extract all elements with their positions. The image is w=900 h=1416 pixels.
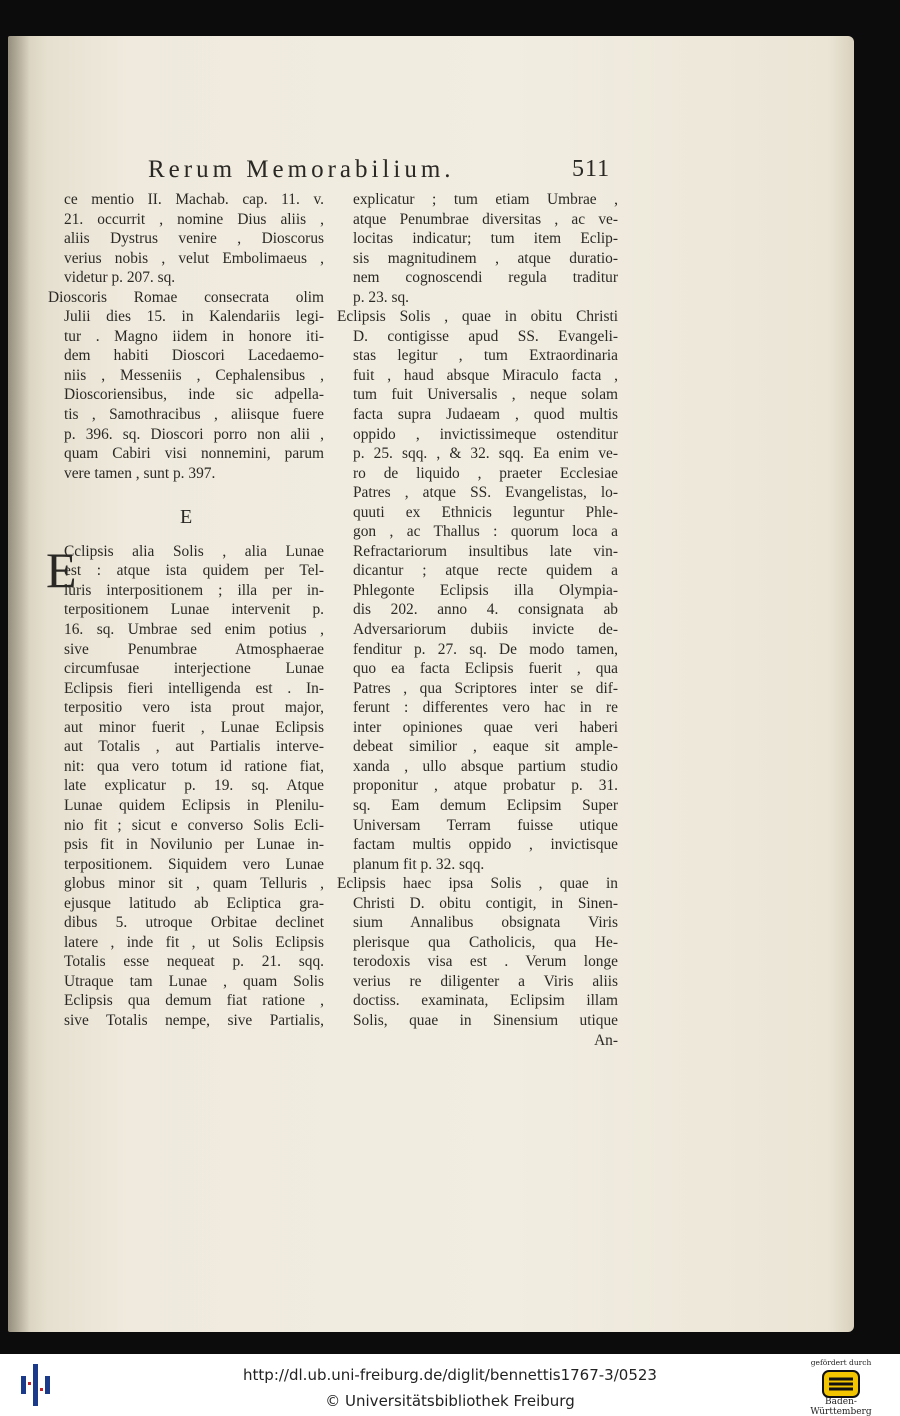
text-line: Utraque tam Lunae , quam Solis xyxy=(64,972,324,990)
text-line: dem habiti Dioscori Lacedaemo- xyxy=(64,347,324,365)
text-line: fuit , haud absque Miraculo facta , xyxy=(353,366,618,384)
text-line: terpositionem Lunae intervenit p. xyxy=(64,601,324,619)
text-line: plerisque qua Catholicis, qua He- xyxy=(353,933,618,951)
text-line: planum fit p. 32. sqq. xyxy=(353,855,485,873)
text-line: An- xyxy=(594,1031,618,1049)
text-line: Adversariorum dubiis invicte de- xyxy=(353,621,618,639)
text-line: 21. occurrit , nomine Dius aliis , xyxy=(64,210,324,228)
text-line: verius nobis , velut Embolimaeus , xyxy=(64,249,324,267)
text-line: inter opiniones quae veri haberi xyxy=(353,718,618,736)
text-line: dibus 5. utroque Orbitae declinet xyxy=(64,914,324,932)
text-line: proponitur , atque probatur p. 31. xyxy=(353,777,618,795)
text-line: Dioscoris Romae consecrata olim xyxy=(48,288,324,306)
text-line: Julii dies 15. in Kalendariis legi- xyxy=(64,308,324,326)
sponsor-name: Baden-Württemberg xyxy=(810,1397,872,1416)
text-line: terpositio vero ista prout major, xyxy=(64,699,324,717)
text-line: sium Annalibus obsignata Viris xyxy=(353,914,618,932)
text-line: D. contigisse apud SS. Evangeli- xyxy=(353,327,618,345)
text-line: quuti ex Ethnicis leguntur Phle- xyxy=(353,503,618,521)
sponsor-block xyxy=(796,1358,886,1416)
text-line: Totalis esse nequeat p. 21. sqq. xyxy=(64,953,324,971)
left-column xyxy=(48,190,324,1031)
text-line: Refractariorum insultibus late vin- xyxy=(353,542,618,560)
text-line: niis , Messeniis , Cephalensibus , xyxy=(64,366,324,384)
copyright-notice: © Universitätsbibliothek Freiburg xyxy=(325,1392,575,1410)
text-line: Cclipsis alia Solis , alia Lunae xyxy=(64,542,324,560)
text-line: ejusque latitudo ab Ecliptica gra- xyxy=(64,894,324,912)
text-line: circumfusae interjectione Lunae xyxy=(64,660,324,678)
text-line: aut minor fuerit , Lunae Eclipsis xyxy=(64,718,324,736)
drop-capital: E xyxy=(46,542,77,598)
text-line xyxy=(48,483,324,503)
text-line: sive Totalis nempe, sive Partialis, xyxy=(64,1011,324,1029)
text-line: terodoxis visa est . Verum longe xyxy=(353,953,618,971)
text-line: Phlegonte Eclipsis illa Olympia- xyxy=(353,581,618,599)
text-line: Dioscoriensibus, inde sic adpella- xyxy=(64,386,324,404)
text-line: tur . Magno iidem in honore iti- xyxy=(64,327,324,345)
text-line: 16. sq. Umbrae sed enim potius , xyxy=(64,621,324,639)
text-line: dicantur ; atque recte quidem a xyxy=(353,562,618,580)
section-letter: E xyxy=(180,506,193,528)
text-line: nio fit ; sicut e converso Solis Ecli- xyxy=(64,816,324,834)
text-line: quam Cabiri visi nonnemini, parum xyxy=(64,445,324,463)
text-line: tum fuit Universalis , neque solam xyxy=(353,386,618,404)
text-line: fenditur p. 27. sq. De modo tamen, xyxy=(353,640,618,658)
text-line: Universam Terram fuisse utique xyxy=(353,816,618,834)
text-line: sis magnitudinem , atque duratio- xyxy=(353,249,618,267)
page-url[interactable]: http://dl.ub.uni-freiburg.de/diglit/bennettis1767-3/0523 xyxy=(243,1366,657,1384)
text-line: ferunt : differentes vero hac in re xyxy=(353,699,618,717)
text-line: doctiss. examinata, Eclipsim illam xyxy=(353,992,618,1010)
text-line: Patres , atque SS. Evangelistas, lo- xyxy=(353,484,618,502)
sponsor-label: gefördert durch xyxy=(810,1358,872,1367)
text-line: debeat similior , eaque sit ample- xyxy=(353,738,618,756)
text-line: late explicatur p. 19. sq. Atque xyxy=(64,777,324,795)
text-line: nit: qua vero totum id ratione fiat, xyxy=(64,757,324,775)
text-line: explicatur ; tum etiam Umbrae , xyxy=(353,191,618,208)
text-line: aut Totalis , aut Partialis interve- xyxy=(64,738,324,756)
text-line: p. 396. sq. Dioscori porro non alii , xyxy=(64,425,324,443)
running-head: Rerum Memorabilium. xyxy=(148,156,455,183)
text-line: stas legitur , tum Extraordinaria xyxy=(353,347,618,365)
text-line: psis fit in Novilunio per Lunae in- xyxy=(64,836,324,854)
text-line: atque Penumbrae diversitas , ac ve- xyxy=(353,210,618,228)
text-line: nem cognoscendi regula traditur xyxy=(353,269,618,287)
text-line: factam multis oppido , invictisque xyxy=(353,836,618,854)
text-line: ce mentio II. Machab. cap. 11. v. xyxy=(64,191,324,208)
text-line: Eclipsis qua demum fiat ratione , xyxy=(64,992,324,1010)
text-line: vere tamen , sunt p. 397. xyxy=(64,464,216,482)
text-line: Patres , qua Scriptores inter se dif- xyxy=(353,679,618,697)
text-line: Christi D. obitu contigit, in Sinen- xyxy=(353,894,618,912)
text-line: aliis Dystrus venire , Dioscorus xyxy=(64,230,324,248)
text-line: verius re diligenter a Viris aliis xyxy=(353,972,618,990)
text-line: locitas indicatur; tum item Eclip- xyxy=(353,230,618,248)
state-emblem-icon xyxy=(822,1370,860,1398)
page-number: 511 xyxy=(572,156,611,182)
text-line: xanda , ullo absque partium studio xyxy=(353,757,618,775)
text-line: ro de liquido , praeter Ecclesiae xyxy=(353,464,618,482)
text-line: dis 202. anno 4. consignata ab xyxy=(353,601,618,619)
viewer-footer xyxy=(0,1354,900,1416)
text-line: facta supra Judaeam , quod multis xyxy=(353,406,618,424)
text-line: p. 23. sq. xyxy=(353,288,410,306)
right-column xyxy=(337,190,618,1050)
text-line: luris interpositionem ; illa per in- xyxy=(64,581,324,599)
text-line: terpositionem. Siquidem vero Lunae xyxy=(64,855,324,873)
text-line: Lunae quidem Eclipsis in Plenilu- xyxy=(64,796,324,814)
text-line: tis , Samothracibus , aliisque fuere xyxy=(64,406,324,424)
text-line: quo ea facta Eclipsis fuerit , qua xyxy=(353,660,618,678)
text-line: latere , inde fit , ut Solis Eclipsis xyxy=(64,933,324,951)
text-line: Eclipsis haec ipsa Solis , quae in xyxy=(337,875,618,893)
text-line: gon , ac Thallus : quorum loca a xyxy=(353,523,618,541)
text-line: oppido , invictissimeque ostenditur xyxy=(353,425,618,443)
text-line: Eclipsis Solis , quae in obitu Christi xyxy=(337,308,618,326)
text-line: est : atque ista quidem per Tel- xyxy=(64,562,324,580)
gutter-shadow xyxy=(8,36,30,1332)
text-line: sq. Eam demum Eclipsim Super xyxy=(353,796,618,814)
text-line: Solis, quae in Sinensium utique xyxy=(353,1011,618,1029)
text-line: videtur p. 207. sq. xyxy=(64,269,176,287)
text-line: globus minor sit , quam Telluris , xyxy=(64,875,324,893)
text-line: sive Penumbrae Atmosphaerae xyxy=(64,640,324,658)
text-line: p. 25. sqq. , & 32. sqq. Ea enim ve- xyxy=(353,445,618,463)
text-line: Eclipsis fieri intelligenda est . In- xyxy=(64,679,324,697)
